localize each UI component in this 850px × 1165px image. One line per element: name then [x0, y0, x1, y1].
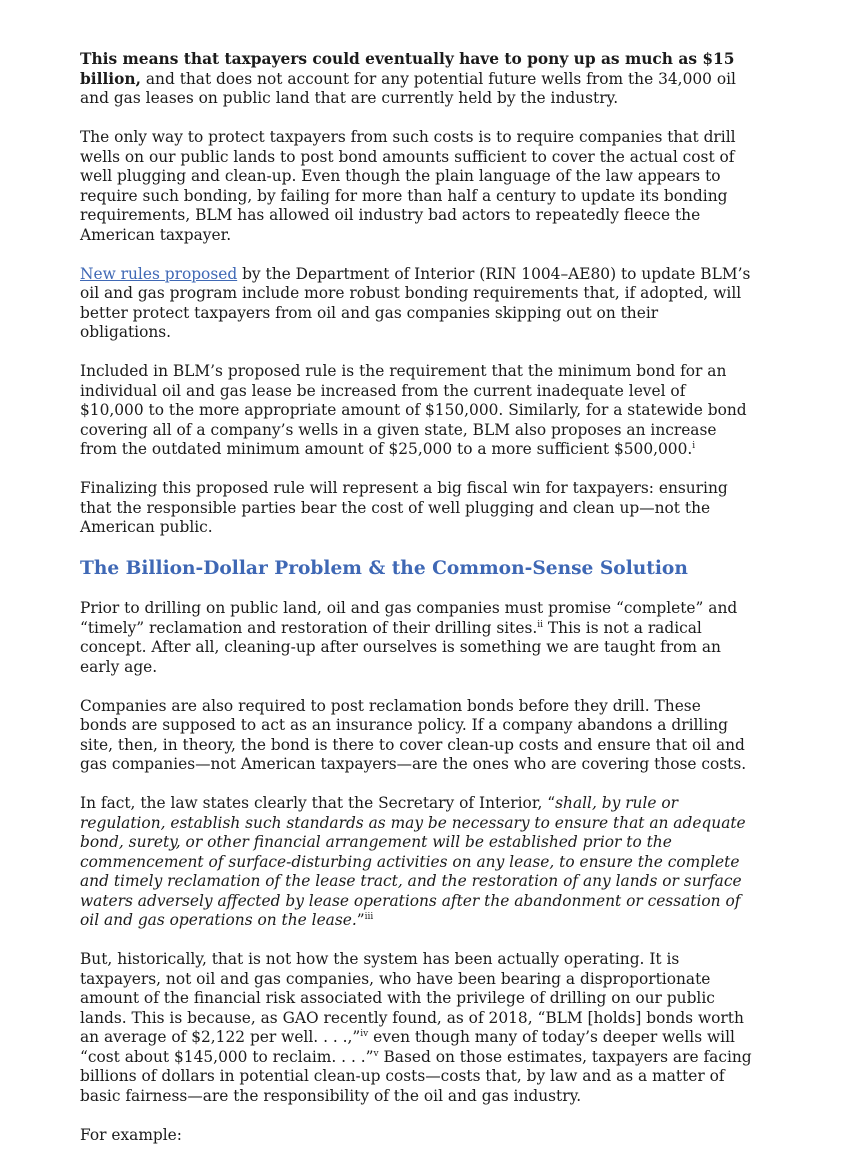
paragraph-text: For example: — [80, 1125, 182, 1144]
paragraph-reclamation-promise — [80, 599, 752, 677]
paragraph-fiscal-win — [80, 479, 752, 538]
paragraph-new-rules — [80, 265, 752, 343]
paragraph-for-example — [80, 1126, 752, 1146]
paragraph-protect-taxpayers — [80, 128, 752, 245]
paragraph-historical — [80, 950, 752, 1106]
new-rules-link[interactable]: New rules proposed — [80, 264, 238, 283]
paragraph-reclamation-bonds — [80, 697, 752, 775]
paragraph-text: Prior to drilling on public land, oil and gas companies must promise “complete” and “timely” reclamation and restoration of their drilling sites. — [80, 599, 738, 637]
paragraph-text: Based on those estimates, taxpayers are facing billions of dollars in potential clean-up costs—costs that, by law and as a matter of basic fairness—are the responsibility of the oil and gas industry. — [80, 1047, 752, 1105]
paragraph-text: Finalizing this proposed rule will represent a big fiscal win for taxpayers: ensuring that the responsible parties bear the cost of well plugging and clean up—not the American public. — [80, 479, 728, 536]
endnote-marker[interactable]: ii — [537, 619, 543, 630]
paragraph-text: In fact, the law states clearly that the Secretary of Interior, “ — [80, 794, 556, 812]
paragraph-text: and that does not account for any potential future wells from the 34,000 oil and gas leases on public land that are currently held by the industry. — [80, 69, 736, 107]
endnote-marker[interactable]: i — [692, 440, 696, 451]
paragraph-text: Included in BLM’s proposed rule is the requirement that the minimum bond for an individual oil and gas lease be increased from the current inadequate level of $10,000 to the more appropriate amount of $150,000. Similarly, for a statewide bond covering all of a company’s wells in a given state, BLM also proposes an increase from the outdated minimum amount of $25,000 to a more sufficient $500,000. — [80, 362, 747, 458]
paragraph-text: But, historically, that is not how the system has been actually operating. It is taxpayers, not oil and gas companies, who have been bearing a disproportionate amount of the financial risk associated with the privilege of drilling on our public lands. This is because, as GAO recently found, as of 2018, “BLM [holds] bonds worth an average of $2,122 per well. . . .,” — [80, 950, 744, 1046]
endnote-marker[interactable]: v — [373, 1048, 379, 1059]
endnote-marker[interactable]: iii — [364, 911, 374, 922]
paragraph-bond-amounts — [80, 362, 752, 460]
paragraph-text: This is not a radical concept. After all, cleaning-up after ourselves is something we are taught from an early age. — [80, 618, 721, 676]
paragraph-text: even though many of today’s deeper wells will “cost about $145,000 to reclaim. . . .” — [80, 1028, 735, 1066]
statute-quote: shall, by rule or regulation, establish such standards as may be necessary to ensure that an adequate bond, surety, or other financial arrangement will be established prior to the commencement of surface-disturbing activities on any lease, to ensure the complete and timely reclamation of the lease tract, and the restoration of any lands or surface waters adversely affected by lease operations after the abandonment or cessation of oil and gas operations on the lease. — [80, 794, 746, 929]
paragraph-text: Companies are also required to post reclamation bonds before they drill. These bonds are supposed to act as an insurance policy. If a company abandons a drilling site, then, in theory, the bond is there to cover clean-up costs and ensure that oil and gas companies—not American taxpayers—are the ones who are covering those costs. — [80, 696, 747, 773]
paragraph-text: by the Department of Interior (RIN 1004–AE80) to update BLM’s oil and gas program include more robust bonding requirements that, if adopted, will better protect taxpayers from oil and gas companies skipping out on their obligations. — [80, 264, 751, 341]
closing-quote: ” — [356, 911, 365, 929]
paragraph-law-quote — [80, 794, 752, 931]
bold-statement: This means that taxpayers could eventually have to pony up as much as $15 billion, — [80, 50, 735, 88]
section-heading: The Billion-Dollar Problem & the Common-Sense Solution — [80, 558, 688, 579]
paragraph-taxpayer-cost — [80, 50, 752, 109]
paragraph-text: The only way to protect taxpayers from such costs is to require companies that drill wells on our public lands to post bond amounts sufficient to cover the actual cost of well plugging and clean-up. Even though the plain language of the law appears to require such bonding, by failing for more than half a century to update its bonding requirements, BLM has allowed oil industry bad actors to repeatedly fleece the American taxpayer. — [80, 128, 736, 244]
document-page — [80, 50, 752, 1165]
endnote-marker[interactable]: iv — [360, 1028, 369, 1039]
